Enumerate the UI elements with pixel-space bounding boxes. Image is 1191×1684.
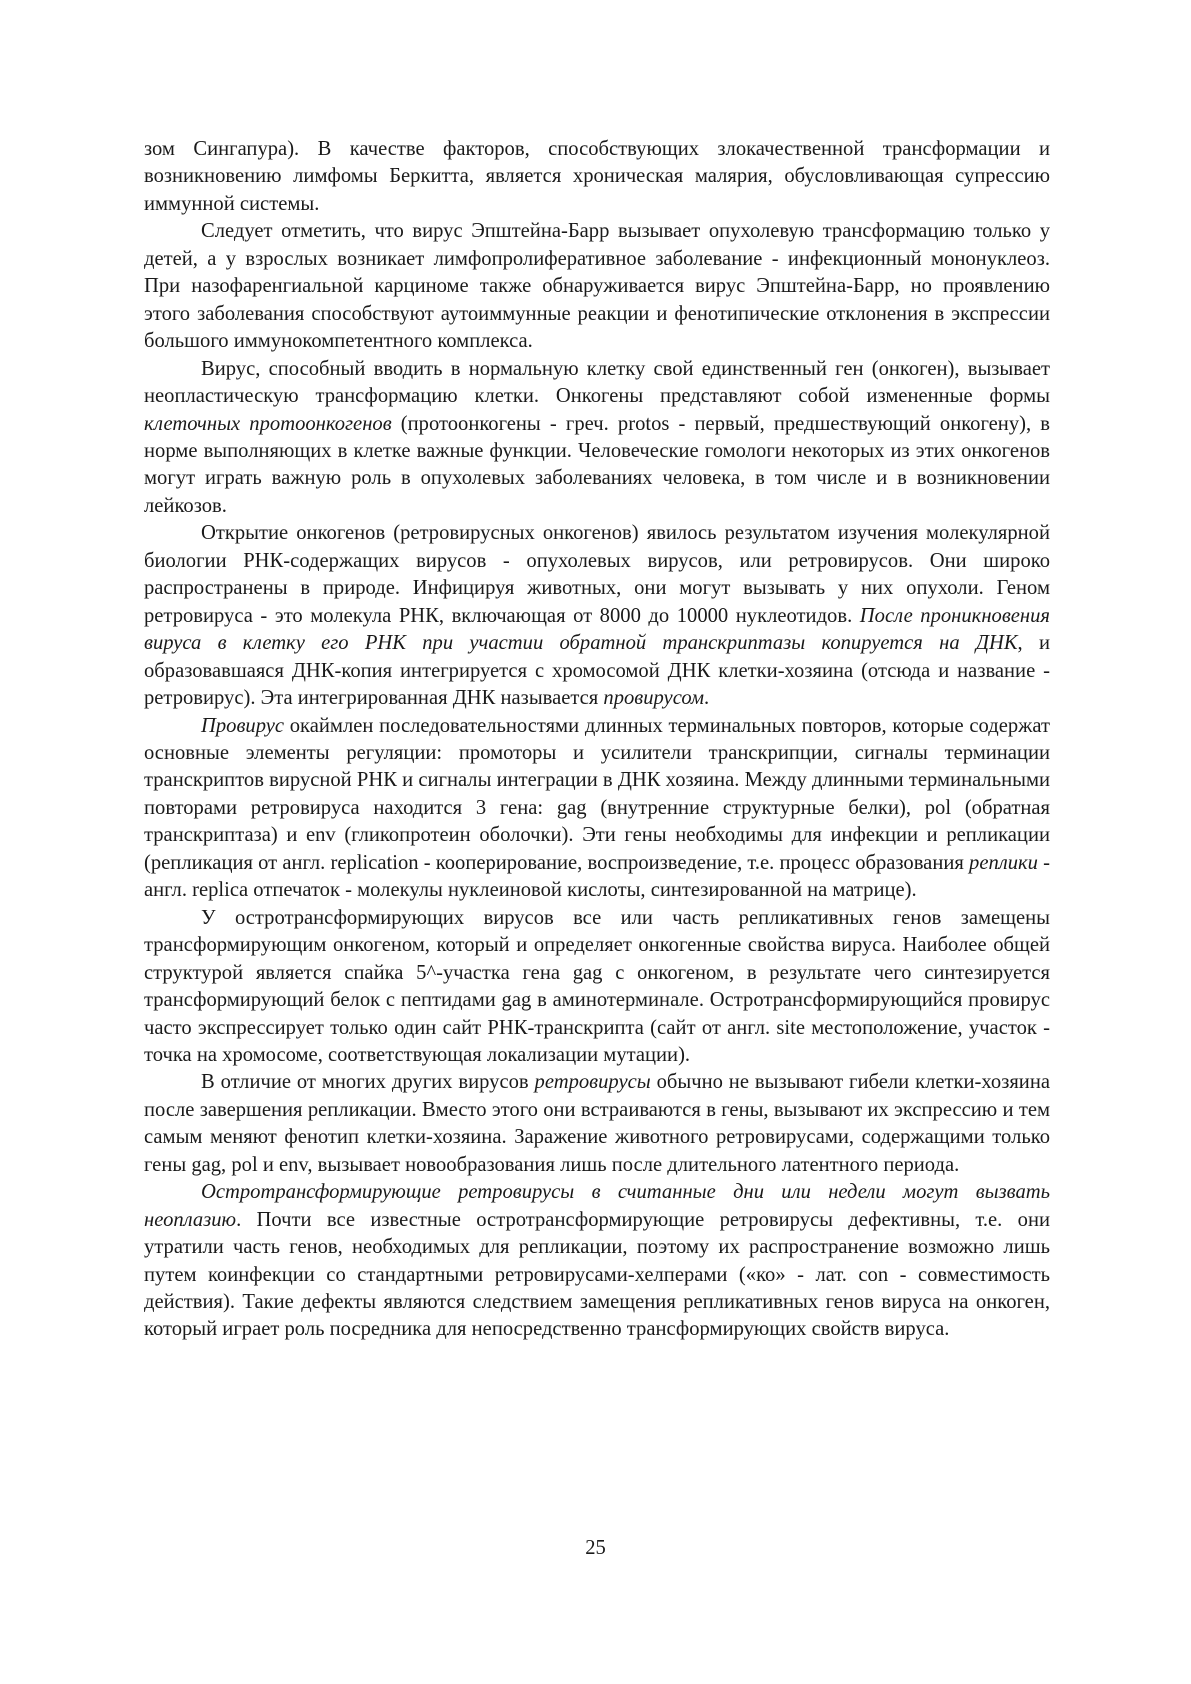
italic-term: ретровирусы bbox=[534, 1071, 651, 1094]
paragraph-text: Открытие онкогенов (ретровирусных онкогенов) явилось результатом изучения молекулярной биологии РНК-содержащих вирусов - опухолевых вирусов, или ретровирусов. Они широко распространены в природе. Инфицируя животных, они могут вызывать у них опухоли. Геном ретровируса - это молекула РНК, включающая от 8000 до 10000 нуклеотидов. bbox=[144, 522, 1050, 627]
paragraph-text: - англ. replica отпечаток - молекулы нуклеиновой кислоты, синтезированной на матрице). bbox=[144, 851, 1051, 902]
paragraph-text: обычно не вызывают гибели клетки-хозяина после завершения репликации. Вместо этого они встраиваются в гены, вызывают их экспрессию и тем самым меняют фенотип клетки-хозяина. Заражение животного ретровирусами, содержащими только гены gag, pol и env, вызывает новообразования лишь после длительного латентного периода. bbox=[144, 1071, 1050, 1176]
paragraph-text: У остротрансформирующих вирусов все или часть репликативных генов замещены трансформирующим онкогеном, который и определяет онкогенные свойства вируса. Наиболее общей структурой является спайка 5^-участка гена gag с онкогеном, в результате чего синтезируется трансформирующий белок с пептидами gag в аминотерминале. Остротрансформирующийся провирус часто экспрессирует только один сайт РНК-транскрипта (сайт от англ. site местоположение, участок - точка на хромосоме, соответствующая локализации мутации). bbox=[144, 906, 1050, 1066]
italic-term: провирусом bbox=[603, 687, 704, 710]
paragraph-text: Вирус, способный вводить в нормальную клетку свой единственный ген (онкоген), вызывает неопластическую трансформацию клетки. Онкогены представляют собой измененные формы bbox=[144, 357, 1050, 408]
italic-term: Остротрансформирующие ретровирусы в считанные дни или недели могут вызвать неоплазию bbox=[144, 1181, 1050, 1231]
paragraph-text: окаймлен последовательностями длинных терминальных повторов, которые содержат основные элементы регуляции: промоторы и усилители транскрипции, сигналы терминации транскриптов вирусной РНК и сигналы интеграции в ДНК хозяина. Между длинными терминальными повторами ретровируса находится 3 гена: gag (внутренние структурные белки), pol (обратная транскриптаза) и env (гликопротеин оболочки). Эти гены необходимы для инфекции и репликации (репликация от англ. replication - кооперирование, воспроизведение, т.е. процесс образования bbox=[144, 714, 1050, 874]
paragraph-text: . bbox=[703, 687, 710, 710]
paragraph-text: (протоонкогены - греч. protos - первый, предшествующий онкогену), в норме выполняющих в клетке важные функции. Человеческие гомологи некоторых из этих онкогенов могут играть важную роль в опухолевых заболеваниях человека, в том числе и в возникновении лейкозов. bbox=[144, 412, 1050, 517]
paragraph-text: В отличие от многих других вирусов bbox=[201, 1071, 535, 1094]
paragraph-8 bbox=[144, 1179, 1050, 1344]
italic-term: После проникновения вируса в клетку его РНК при участии обратной транскриптазы копируется на ДНК bbox=[144, 604, 1050, 655]
paragraph-text: , и образовавшаяся ДНК-копия интегрируется с хромосомой ДНК клетки-хозяина (отсюда и название - ретровирус). Эта интегрированная ДНК называется bbox=[144, 632, 1050, 710]
paragraph-text: . Почти все известные остротрансформирующие ретровирусы дефективны, т.е. они утратили часть генов, необходимых для репликации, поэтому их распространение возможно лишь путем коинфекции со стандартными ретровирусами-хелперами («ко» - лат. con - совместимость действия). Такие дефекты являются следствием замещения репликативных генов вируса на онкоген, который играет роль посредника для непосредственно трансформирующих свойств вируса. bbox=[144, 1208, 1050, 1341]
italic-term: реплики bbox=[969, 851, 1038, 874]
paragraph-text: зом Сингапура). В качестве факторов, способствующих злокачественной трансформации и возникновению лимфомы Беркитта, является хроническая малярия, обусловливающая супрессию иммунной системы. bbox=[144, 138, 1050, 215]
paragraph-1 bbox=[144, 136, 1050, 218]
paragraph-6 bbox=[144, 905, 1050, 1070]
paragraph-7 bbox=[144, 1069, 1050, 1179]
italic-term: клеточных протоонкогенов bbox=[144, 412, 392, 435]
paragraph-2 bbox=[144, 218, 1050, 355]
page-body bbox=[144, 136, 1050, 1344]
paragraph-3 bbox=[144, 356, 1050, 521]
paragraph-5 bbox=[144, 713, 1050, 905]
paragraph-4 bbox=[144, 520, 1050, 712]
paragraph-text: Следует отметить, что вирус Эпштейна-Барр вызывает опухолевую трансформацию только у детей, а у взрослых возникает лимфопролиферативное заболевание - инфекционный мононуклеоз. При назофаренгиальной карциноме также обнаруживается вирус Эпштейна-Барр, но проявлению этого заболевания способствуют аутоиммунные реакции и фенотипические отклонения в экспрессии большого иммунокомпетентного комплекса. bbox=[144, 220, 1050, 353]
page-number: 25 bbox=[585, 1537, 606, 1559]
italic-term: Провирус bbox=[201, 714, 285, 737]
